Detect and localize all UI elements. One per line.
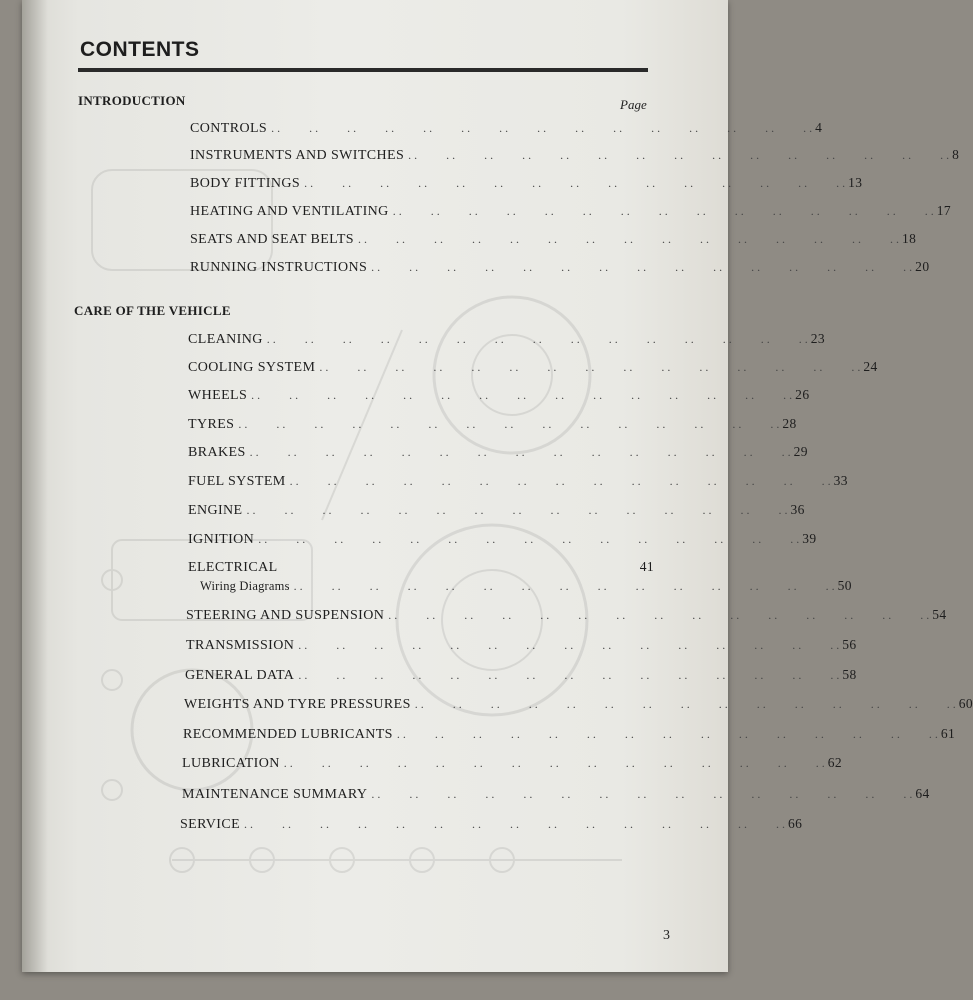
dot-leader: .. .. .. .. .. .. .. .. .. .. .. .. .. .. .. <box>244 817 789 831</box>
toc-entry-page: 62 <box>827 755 843 770</box>
toc-entry-label: BRAKES <box>188 445 246 460</box>
toc-entry-page: 8 <box>952 147 960 162</box>
toc-entry <box>186 607 947 624</box>
dot-leader: .. .. .. .. .. .. .. .. .. .. .. .. .. .. .. <box>388 608 933 622</box>
manual-page <box>22 0 973 972</box>
toc-entry-label: SEATS AND SEAT BELTS <box>190 232 354 247</box>
toc-entry-page: 64 <box>915 786 930 801</box>
toc-entry-label: STEERING AND SUSPENSION <box>186 608 385 623</box>
toc-entry <box>188 359 878 376</box>
toc-entry-label: CONTROLS <box>190 121 268 136</box>
dot-leader: .. .. .. .. .. .. .. .. .. .. .. .. .. .. .. <box>246 503 791 517</box>
toc-entry <box>186 637 857 654</box>
dot-leader: .. .. .. .. .. .. .. .. .. .. .. .. .. .. .. <box>283 756 828 770</box>
dot-leader: .. .. .. .. .. .. .. .. .. .. .. .. .. .. .. <box>304 176 849 190</box>
title-rule <box>78 68 648 72</box>
toc-entry-label: BODY FITTINGS <box>190 176 301 191</box>
toc-entry-page: 13 <box>848 175 863 190</box>
dot-leader: .. .. .. .. .. .. .. .. .. .. .. .. .. .. .. <box>371 260 916 274</box>
toc-entry-label: IGNITION <box>188 532 255 547</box>
dot-leader: .. .. .. .. .. .. .. .. .. .. .. .. .. .. .. <box>271 121 816 135</box>
toc-entry-label: GENERAL DATA <box>185 668 295 683</box>
toc-entry-page: 60 <box>958 696 973 711</box>
dot-leader: .. .. .. .. .. .. .. .. .. .. .. .. .. .. .. <box>249 445 794 459</box>
toc-entry <box>188 387 810 404</box>
toc-entry-label: WHEELS <box>188 388 248 403</box>
toc-entry-page: 39 <box>802 531 817 546</box>
toc-entry <box>188 531 817 548</box>
section-heading-introduction: INTRODUCTION <box>78 93 186 108</box>
dot-leader: .. .. .. .. .. .. .. .. .. .. .. .. .. .. .. <box>251 388 796 402</box>
dot-leader: .. .. .. .. .. .. .. .. .. .. .. .. .. .. .. <box>298 668 843 682</box>
toc-entry <box>188 559 654 576</box>
section-heading-care-of-the-vehicle: CARE OF THE VEHICLE <box>74 303 231 318</box>
toc-subentry <box>200 578 852 594</box>
toc-entry-label: SERVICE <box>180 817 241 832</box>
page-column-label: Page <box>620 97 647 112</box>
toc-entry <box>190 203 952 220</box>
toc-entry <box>190 175 863 192</box>
dot-leader: .. .. .. .. .. .. .. .. .. .. .. .. .. .. .. <box>371 787 916 801</box>
toc-entry-label: RUNNING INSTRUCTIONS <box>190 260 368 275</box>
toc-entry <box>188 502 805 519</box>
toc-entry-label: RECOMMENDED LUBRICANTS <box>183 727 393 742</box>
toc-entry <box>190 259 930 276</box>
toc-entry-page: 23 <box>810 331 826 346</box>
toc-entry-page: 33 <box>833 473 848 488</box>
toc-entry <box>184 696 973 713</box>
toc-entry <box>185 667 857 684</box>
dot-leader: .. .. .. .. .. .. .. .. .. .. .. .. .. .. .. <box>238 417 783 431</box>
toc-entry-page: 24 <box>863 359 878 374</box>
toc-entry-page: 26 <box>795 387 810 402</box>
toc-entry <box>180 816 803 833</box>
toc-entry <box>188 331 826 348</box>
toc-entry-page: 66 <box>788 816 803 831</box>
toc-entry <box>188 444 808 461</box>
toc-entry-label: ENGINE <box>188 503 243 518</box>
toc-entry-page: 61 <box>940 726 956 741</box>
toc-entry <box>190 147 960 164</box>
dot-leader <box>282 560 626 575</box>
toc-subentry-label: Wiring Diagrams <box>200 579 290 593</box>
dot-leader: .. .. .. .. .. .. .. .. .. .. .. .. .. .. .. <box>396 727 941 741</box>
spine-shadow <box>22 0 48 972</box>
toc-entry <box>183 726 956 743</box>
toc-entry-page: 54 <box>932 607 947 622</box>
dot-leader: .. .. .. .. .. .. .. .. .. .. .. .. .. .. .. <box>392 204 937 218</box>
toc-entry-page: 4 <box>815 120 823 135</box>
toc-entry-label: WEIGHTS AND TYRE PRESSURES <box>184 697 411 712</box>
toc-entry-label: ELECTRICAL <box>188 560 278 575</box>
toc-entry-page: 58 <box>842 667 857 682</box>
toc-entry-page: 28 <box>782 416 797 431</box>
toc-entry-page: 20 <box>915 259 930 274</box>
toc-entry-label: COOLING SYSTEM <box>188 360 316 375</box>
page-title: CONTENTS <box>80 38 200 61</box>
toc-entry-label: LUBRICATION <box>182 756 280 771</box>
dot-leader: .. .. .. .. .. .. .. .. .. .. .. .. .. .. .. <box>266 332 811 346</box>
toc-entry-page: 36 <box>790 502 805 517</box>
dot-leader: .. .. .. .. .. .. .. .. .. .. .. .. .. .. .. <box>293 579 838 593</box>
dot-leader: .. .. .. .. .. .. .. .. .. .. .. .. .. .. .. <box>357 232 902 246</box>
toc-entry <box>190 231 917 248</box>
toc-entry-page: 41 <box>639 559 654 574</box>
toc-entry-label: INSTRUMENTS AND SWITCHES <box>190 148 405 163</box>
dot-leader: .. .. .. .. .. .. .. .. .. .. .. .. .. .. .. <box>408 148 953 162</box>
toc-entry-label: MAINTENANCE SUMMARY <box>182 787 368 802</box>
toc-entry <box>182 755 843 772</box>
toc-entry-page: 56 <box>842 637 857 652</box>
dot-leader: .. .. .. .. .. .. .. .. .. .. .. .. .. .. .. <box>289 474 834 488</box>
toc-entry <box>188 416 797 433</box>
page-number: 3 <box>663 928 670 943</box>
toc-entry <box>190 120 823 137</box>
toc-entry-label: HEATING AND VENTILATING <box>190 204 389 219</box>
toc-entry-page: 29 <box>793 444 808 459</box>
toc-entry-label: TYRES <box>188 417 235 432</box>
dot-leader: .. .. .. .. .. .. .. .. .. .. .. .. .. .. .. <box>298 638 843 652</box>
toc-entry-page: 17 <box>936 203 952 218</box>
toc-entry-label: FUEL SYSTEM <box>188 474 286 489</box>
toc-entry-label: TRANSMISSION <box>186 638 295 653</box>
toc-entry-page: 18 <box>901 231 917 246</box>
dot-leader: .. .. .. .. .. .. .. .. .. .. .. .. .. .. .. <box>319 360 864 374</box>
toc-entry <box>182 786 930 803</box>
toc-entry <box>188 473 848 490</box>
toc-entry-label: CLEANING <box>188 332 263 347</box>
dot-leader: .. .. .. .. .. .. .. .. .. .. .. .. .. .. .. <box>414 697 959 711</box>
toc-entry-page: 50 <box>837 578 852 593</box>
dot-leader: .. .. .. .. .. .. .. .. .. .. .. .. .. .. .. <box>258 532 803 546</box>
